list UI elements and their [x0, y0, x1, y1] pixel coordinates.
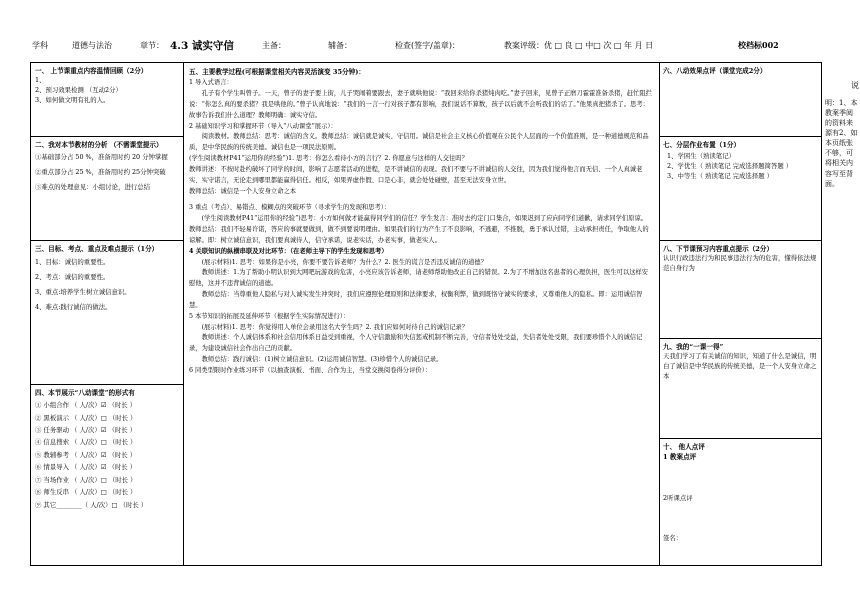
objectives-title: 三、目标、考点、重点及难点提示（1分）	[35, 245, 159, 253]
review-title: 一、 上节课重点内容温情回顾（2分）	[35, 67, 148, 75]
process-para: 教师总结：当尊重他人隐私与对人诚实发生冲突时，我们应遵照伦理原则和法律要求，权衡利弊，做到既恪守诚实的要求，又尊重他人的隐私。即：运用诚信智慧。	[189, 291, 643, 309]
process-para: (学生阅读教材P41“运用你的经验”)思考：小方如何做才能赢得同学们的信任？学生发言：准时去约定门口集合，如果迟到了应向同学们道歉，请求同学们原谅。教师总结：我们不轻易许诺，答应的事就要做到，做不到要说明理由。如果我们的行为产生了不良影响，不逃避，不推脱，勇于承认过错，主动承担责任，争取他人的谅解。即：树立诚信意识，我们要真诚待人，信守承诺，说老实话，办老实事，做老实人。	[189, 215, 649, 244]
grade-label: 教案评级：优 □ 良 □ 中□ 次 □ 年 月 日	[504, 41, 654, 50]
process-step: 4 关联知识的纵横串联及对比环节：（在老师主导下的学生发现和思考）	[189, 247, 388, 255]
objectives-line: 3、重点:培养学生树立诚信意识。	[35, 288, 131, 297]
process-step: 6 同类型限时作业练习环节（以抽查演板、书面、合作为主，当堂交换阅卷得分评价）：	[189, 366, 432, 374]
process-para: 教师讲述：个人诚信体系和社会信用体系日益受到重视，个人守信激励和失信惩戒机制不断完善，守信者处处受益，失信者处处受限，我们要珍惜个人的诚信记录，为建设诚信社会作出自己的贡献。	[189, 334, 643, 353]
process-para: 孔子有个学生叫曾子。一天，曾子的妻子要上街，儿子哭闹着要跟去，妻子就哄他说：“我回来给你杀猪炖肉吃。”妻子回来，见曾子正磨刀霍霍准备杀猪，赶忙阻拦说：“你怎么真的要杀猪？我是哄他的。”曾子认真地说：“我们的一言一行对孩子都有影响，我们说话不算数，孩子以后就不会听我们的话了。”他果真把猪杀了。思考：故事告诉我们什么道理？教师明确：诚实守信。	[189, 90, 652, 119]
class-form-item: ⑨ 其它________（ 人/次）□ （时长 ）	[35, 500, 148, 509]
teaching-process	[183, 63, 659, 565]
document-code: 校档标002	[738, 40, 779, 50]
process-step: 3 重点（考点）、易错点、模糊点的突破环节（寻求学生的发现和思考）：	[189, 204, 391, 212]
review-line: 3、如何做文明有礼的人。	[35, 96, 110, 105]
class-form-item: ② 黑板演示 （ 人/次）□ （时长 ）	[35, 413, 137, 422]
lesson-plan-table	[30, 62, 822, 566]
objectives-line: 4、难点:践行诚信的做法。	[35, 302, 112, 311]
process-title: 五、主要教学过程(可根据课堂相关内容灵活演变 35分钟)：	[189, 68, 365, 76]
process-step: 2 基础知识学习和掌握环节（导入“八动课堂”展示）：	[189, 122, 337, 130]
subject-label: 学科	[32, 41, 48, 50]
left-column	[31, 63, 184, 565]
effect-review-section	[659, 63, 821, 137]
analysis-line: ①基础部分占 50 %，准备用时约 20 分钟掌握	[35, 153, 168, 162]
assist-label: 辅备：	[328, 41, 352, 50]
process-para: 阅读教材。教师总结：思考：诚信的含义。教师总结：诚信就是诚实、守信用。诚信是社会主义核心价值观在公民个人层面的一个价值准则，是一种道德规范和品质，是中华民族的传统美德。诚信也是一项民法原则。	[189, 133, 649, 152]
plan-review-label: 1 教案点评	[663, 453, 697, 462]
side-note-text: 明：1、本教案季阅的资料来源有2、如本页纸张不够，可将相关内容写至背面。	[825, 98, 858, 188]
peer-review-title: 十、 他人点评	[663, 443, 705, 451]
process-para: (展示材料)1. 思考：如果你是小亮，你要不要告诉老师？为什么？2. 医生的谎言是否违反诚信的道德？	[201, 258, 487, 266]
homework-item: 3、中等生（ 熟读笔记 完成选择题 ）	[667, 172, 774, 181]
check-label: 检查(签字/盖章)：	[395, 41, 460, 50]
side-note	[825, 80, 859, 189]
analysis-title: 二、我对本节教材的分析 （不需课堂提示）	[35, 141, 163, 149]
signature-label: 签名：	[663, 534, 683, 543]
class-form-item: ④ 信息搜索 （ 人/次）□ （时长 ）	[35, 438, 137, 447]
peer-review-section	[659, 439, 821, 565]
right-column	[659, 63, 821, 565]
homework-item: 2、学优生（ 熟读笔记 完成选择题简答题 ）	[667, 162, 793, 171]
class-form-item: ⑧ 师生反串 （ 人/次）□ （时长 ）	[35, 488, 137, 497]
class-form-item: ⑤ 教辅参考 （ 人/次）☑ （时长 ）	[35, 450, 137, 459]
analysis-section	[31, 137, 183, 241]
lecture-review-label: 2听课点评	[663, 494, 693, 503]
process-para: 教师总结：诚信是一个人安身立命之本	[189, 187, 297, 195]
homework-title: 七、分层作业布置（1分）	[663, 141, 741, 149]
chapter-title: 4.3 诚实守信	[170, 40, 234, 52]
middle-column	[183, 63, 660, 565]
class-form-item: ⑦ 当场作业 （ 人/次）□ （时长 ）	[35, 475, 137, 484]
review-section	[31, 63, 183, 137]
class-form-item: ① 小组合作 （ 人/次）☑ （时长 ）	[35, 401, 137, 410]
class-forms-section	[31, 385, 183, 565]
class-forms-title: 四、本节展示“八动课堂”的形式有	[35, 389, 135, 397]
analysis-line: ②重点部分占 25 %，准备用时约 25分钟突破	[35, 168, 166, 177]
process-para: 教师总结：践行诚信：(1)树立诚信意识。(2)运用诚信智慧。(3)珍惜个人的诚信记录。	[201, 356, 443, 364]
preview-title: 八、下节课预习内容重点提示（2分）	[663, 245, 774, 253]
takeaway-section	[659, 339, 821, 439]
objectives-line: 1、目标：诚信的重要性。	[35, 258, 110, 267]
takeaway-text: 天我们学习了有关诚信的知识，知道了什么是诚信，明白了诚信是中华民族的传统美德，是一个人安身立命之本	[663, 352, 817, 381]
homework-item: 1、学困生（熟读笔记）	[667, 152, 735, 161]
process-para: (学生阅读教材P41“运用你的经验”)1. 思考：你怎么看待小方的言行？2. 你愿意与这样的人交往吗？	[189, 155, 468, 163]
takeaway-title: 九、我的“一课一得”	[663, 343, 724, 351]
subject-value: 道德与法治	[72, 41, 112, 50]
review-line: 1、	[35, 76, 46, 85]
preview-section	[659, 241, 821, 339]
process-para: (展示材料)1. 思考：你觉得用人单位会录用这名大学生吗？2. 我们应如何对待自己的诚信记录？	[201, 323, 469, 331]
process-step: 5 本节知识的拓展及延伸环节（根据学生实际情况进行）：	[189, 312, 350, 320]
objectives-line: 2、考点：诚信的重要性。	[35, 273, 110, 282]
chapter-label: 章节：	[140, 41, 164, 50]
effect-review-title: 六、八动效果点评（课堂完成2分）	[663, 67, 767, 75]
side-note-head: 说	[851, 81, 859, 90]
class-form-item: ③ 任务驱动 （ 人/次）☑ （时长 ）	[35, 426, 137, 435]
review-line: 2、预习效果检测 （互动2分）	[35, 86, 122, 95]
process-step: 1 导入式语言：	[189, 79, 233, 87]
process-para: 教师讲述：1.为了帮助小明认识到大网吧玩游戏的危害，小亮应该告诉老师，请老师帮助他改正自己的错误。2.为了不增加这名患者的心理负担，医生可以这样安慰他，这并不违背诚信的道德。	[189, 269, 649, 288]
lead-label: 主备：	[262, 41, 286, 50]
homework-section	[659, 137, 821, 241]
class-form-item: ⑥ 情景导入 （ 人/次）☑ （时长 ）	[35, 463, 137, 472]
analysis-line: ③难点的处理意见：小组讨论，进行总结	[35, 183, 151, 192]
objectives-section	[31, 241, 183, 385]
header-row	[0, 40, 860, 56]
process-para: 教师讲述：不按时赴约破坏了同学的时间，影响了志愿者活动的进程，是不讲诚信的表现。我们不要与不讲诚信的人交往，因为我们觉得他言而无信、一个人真诚老实、实守诺言，无论走到哪里都能赢得信任。相反，如果弄虚作假、口是心非，就会处处碰壁，甚至无法安身立世。	[189, 165, 643, 184]
preview-text: 认识行政违法行为和民事违法行为的危害，懂得依法规范自身行为	[663, 254, 817, 273]
